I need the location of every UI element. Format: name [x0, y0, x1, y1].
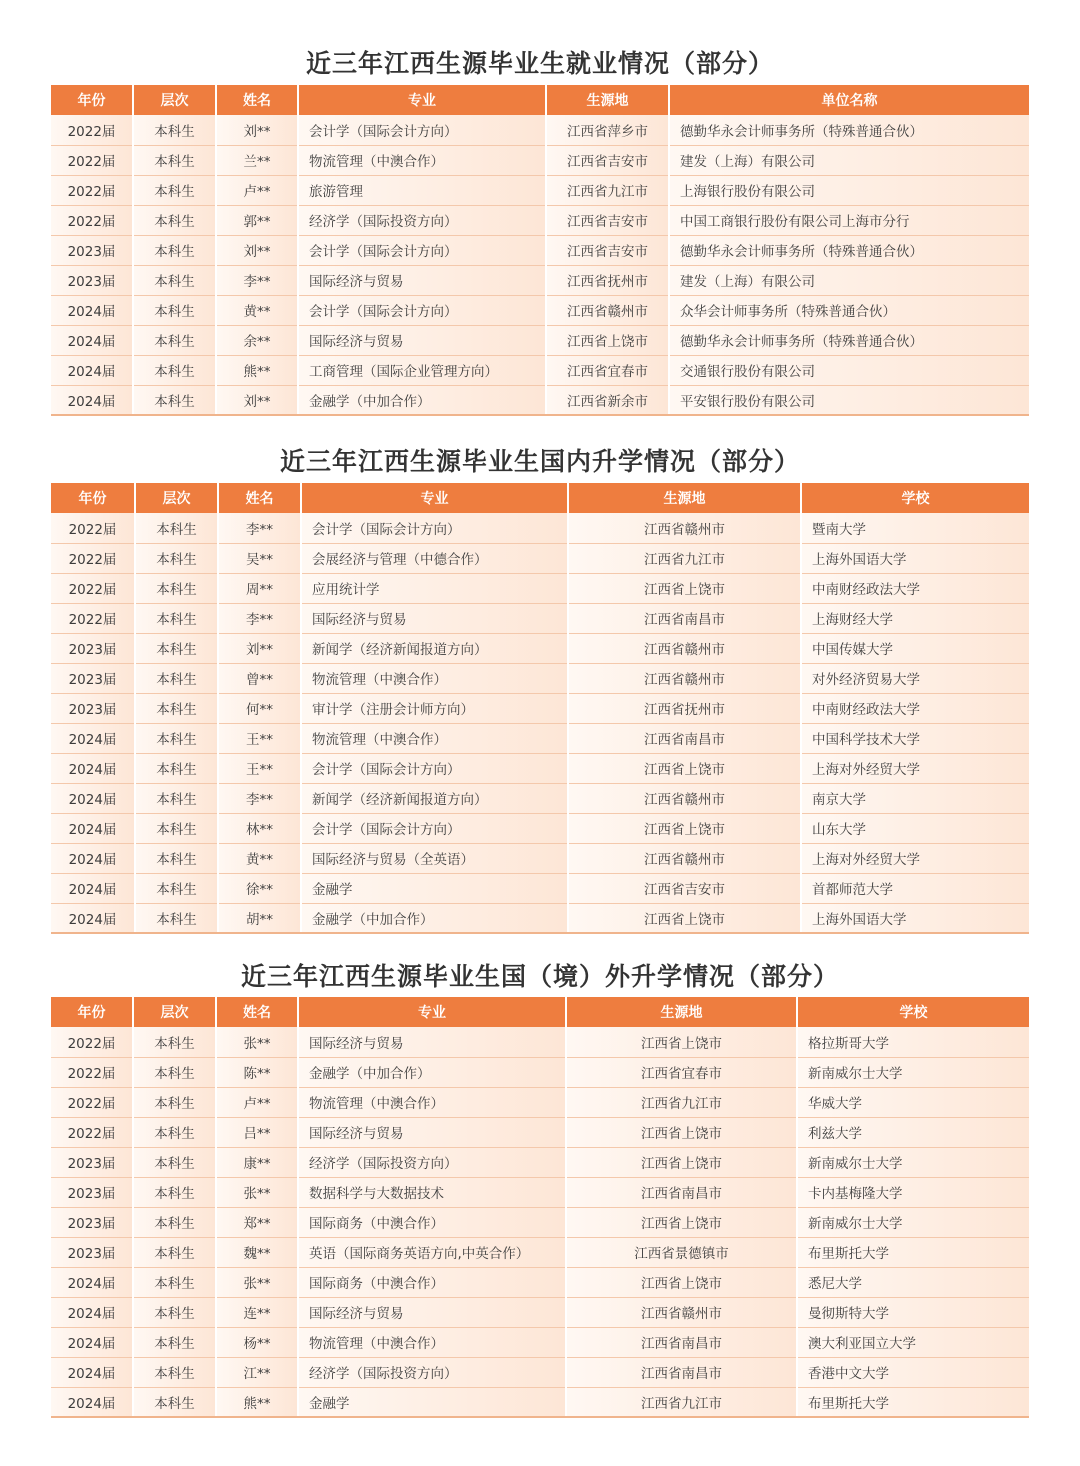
cell-name: 李**: [216, 265, 298, 295]
cell-year: 2023届: [51, 1177, 133, 1207]
employment-table-title: 近三年江西生源毕业生就业情况（部分）: [305, 49, 774, 78]
cell-level: 本科生: [133, 145, 216, 175]
cell-major: 工商管理（国际企业管理方向）: [298, 355, 546, 385]
table-row: [51, 1357, 1029, 1387]
cell-major: 国际经济与贸易: [298, 265, 546, 295]
cell-major: 旅游管理: [298, 175, 546, 205]
cell-level: 本科生: [133, 295, 216, 325]
cell-year: 2022届: [51, 1057, 133, 1087]
cell-origin: 江西省南昌市: [568, 603, 801, 633]
header-name: 姓名: [216, 997, 298, 1027]
cell-major: 会计学（国际会计方向）: [298, 295, 546, 325]
cell-level: 本科生: [133, 1177, 216, 1207]
cell-name: 曾**: [218, 663, 301, 693]
cell-level: 本科生: [133, 1147, 216, 1177]
table-row: [51, 663, 1029, 693]
cell-name: 刘**: [218, 633, 301, 663]
table-row: [51, 1177, 1029, 1207]
cell-name: 魏**: [216, 1237, 298, 1267]
cell-name: 黄**: [218, 843, 301, 873]
cell-origin: 江西省赣州市: [568, 783, 801, 813]
cell-level: 本科生: [135, 633, 218, 663]
cell-year: 2024届: [51, 385, 133, 415]
cell-level: 本科生: [133, 205, 216, 235]
employment-section: [0, 44, 1080, 84]
cell-origin: 江西省赣州市: [568, 633, 801, 663]
cell-level: 本科生: [135, 573, 218, 603]
cell-name: 郑**: [216, 1207, 298, 1237]
cell-org: 交通银行股份有限公司: [669, 355, 1029, 385]
cell-year: 2024届: [51, 843, 135, 873]
table-row: [51, 1387, 1029, 1417]
domestic-study-table: [51, 483, 1029, 934]
cell-level: 本科生: [135, 693, 218, 723]
cell-org: 建发（上海）有限公司: [669, 265, 1029, 295]
table-row: [51, 1057, 1029, 1087]
cell-major: 数据科学与大数据技术: [298, 1177, 566, 1207]
cell-name: 刘**: [216, 115, 298, 145]
cell-major: 国际经济与贸易: [298, 1297, 566, 1327]
table-row: [51, 1267, 1029, 1297]
table-row: [51, 205, 1029, 235]
table-row: [51, 385, 1029, 415]
cell-org: 华威大学: [797, 1087, 1029, 1117]
header-year: 年份: [51, 997, 133, 1027]
cell-level: 本科生: [133, 355, 216, 385]
cell-major: 新闻学（经济新闻报道方向）: [301, 633, 568, 663]
cell-major: 国际商务（中澳合作）: [298, 1267, 566, 1297]
cell-org: 新南威尔士大学: [797, 1057, 1029, 1087]
cell-year: 2024届: [51, 783, 135, 813]
cell-major: 经济学（国际投资方向）: [298, 1357, 566, 1387]
cell-org: 上海外国语大学: [801, 903, 1029, 933]
cell-year: 2022届: [51, 513, 135, 543]
cell-major: 应用统计学: [301, 573, 568, 603]
overseas-study-table-title: 近三年江西生源毕业生国（境）外升学情况（部分）: [240, 962, 839, 991]
cell-org: 德勤华永会计师事务所（特殊普通合伙）: [669, 235, 1029, 265]
table-row: [51, 723, 1029, 753]
cell-origin: 江西省上饶市: [568, 903, 801, 933]
domestic-study-table-title: 近三年江西生源毕业生国内升学情况（部分）: [279, 447, 800, 476]
cell-year: 2023届: [51, 1207, 133, 1237]
table-row: [51, 633, 1029, 663]
table-row: [51, 355, 1029, 385]
cell-org: 首都师范大学: [801, 873, 1029, 903]
cell-level: 本科生: [133, 1267, 216, 1297]
cell-year: 2024届: [51, 723, 135, 753]
cell-origin: 江西省上饶市: [566, 1207, 797, 1237]
cell-origin: 江西省赣州市: [568, 843, 801, 873]
cell-level: 本科生: [133, 115, 216, 145]
cell-level: 本科生: [135, 843, 218, 873]
cell-origin: 江西省上饶市: [566, 1267, 797, 1297]
cell-name: 余**: [216, 325, 298, 355]
table-row: [51, 1327, 1029, 1357]
cell-year: 2024届: [51, 813, 135, 843]
cell-name: 张**: [216, 1177, 298, 1207]
cell-year: 2024届: [51, 1267, 133, 1297]
cell-level: 本科生: [133, 1117, 216, 1147]
cell-major: 审计学（注册会计师方向）: [301, 693, 568, 723]
overseas-study-section: [0, 957, 1080, 997]
cell-level: 本科生: [133, 265, 216, 295]
table-row: [51, 513, 1029, 543]
cell-name: 卢**: [216, 1087, 298, 1117]
cell-year: 2023届: [51, 235, 133, 265]
cell-major: 金融学（中加合作）: [301, 903, 568, 933]
cell-origin: 江西省九江市: [566, 1087, 797, 1117]
cell-major: 金融学: [298, 1387, 566, 1417]
cell-name: 张**: [216, 1267, 298, 1297]
cell-level: 本科生: [135, 753, 218, 783]
header-org: 学校: [797, 997, 1029, 1027]
header-level: 层次: [133, 997, 216, 1027]
cell-origin: 江西省赣州市: [566, 1297, 797, 1327]
table-row: [51, 873, 1029, 903]
cell-major: 物流管理（中澳合作）: [301, 663, 568, 693]
cell-origin: 江西省九江市: [568, 543, 801, 573]
header-origin: 生源地: [546, 85, 669, 115]
overseas-study-table: [51, 997, 1029, 1418]
table-header-row: [51, 997, 1029, 1027]
cell-year: 2024届: [51, 355, 133, 385]
cell-major: 国际商务（中澳合作）: [298, 1207, 566, 1237]
cell-name: 李**: [218, 603, 301, 633]
cell-major: 国际经济与贸易: [298, 325, 546, 355]
cell-org: 德勤华永会计师事务所（特殊普通合伙）: [669, 115, 1029, 145]
cell-origin: 江西省九江市: [566, 1387, 797, 1417]
cell-major: 金融学（中加合作）: [298, 385, 546, 415]
cell-origin: 江西省吉安市: [546, 235, 669, 265]
table-row: [51, 573, 1029, 603]
employment-table: [51, 85, 1029, 416]
cell-major: 金融学（中加合作）: [298, 1057, 566, 1087]
cell-level: 本科生: [133, 325, 216, 355]
cell-org: 对外经济贸易大学: [801, 663, 1029, 693]
cell-org: 建发（上海）有限公司: [669, 145, 1029, 175]
table-row: [51, 295, 1029, 325]
cell-org: 悉尼大学: [797, 1267, 1029, 1297]
domestic-study-section: [0, 442, 1080, 482]
table-row: [51, 1117, 1029, 1147]
cell-name: 张**: [216, 1027, 298, 1057]
cell-origin: 江西省上饶市: [566, 1147, 797, 1177]
cell-year: 2024届: [51, 753, 135, 783]
cell-org: 中国传媒大学: [801, 633, 1029, 663]
cell-org: 卡内基梅隆大学: [797, 1177, 1029, 1207]
cell-org: 利兹大学: [797, 1117, 1029, 1147]
cell-org: 众华会计师事务所（特殊普通合伙）: [669, 295, 1029, 325]
table-row: [51, 1237, 1029, 1267]
table-row: [51, 265, 1029, 295]
cell-major: 经济学（国际投资方向）: [298, 205, 546, 235]
cell-major: 会计学（国际会计方向）: [298, 235, 546, 265]
table-row: [51, 145, 1029, 175]
header-org: 学校: [801, 483, 1029, 513]
cell-level: 本科生: [133, 1327, 216, 1357]
cell-name: 陈**: [216, 1057, 298, 1087]
cell-origin: 江西省上饶市: [568, 813, 801, 843]
cell-origin: 江西省南昌市: [568, 723, 801, 753]
table-row: [51, 1207, 1029, 1237]
cell-name: 王**: [218, 723, 301, 753]
cell-major: 物流管理（中澳合作）: [298, 1327, 566, 1357]
cell-name: 胡**: [218, 903, 301, 933]
table-row: [51, 1297, 1029, 1327]
header-level: 层次: [133, 85, 216, 115]
cell-year: 2023届: [51, 663, 135, 693]
cell-level: 本科生: [133, 1387, 216, 1417]
table-row: [51, 753, 1029, 783]
header-name: 姓名: [216, 85, 298, 115]
cell-year: 2022届: [51, 573, 135, 603]
cell-origin: 江西省吉安市: [568, 873, 801, 903]
cell-org: 上海外国语大学: [801, 543, 1029, 573]
cell-year: 2022届: [51, 145, 133, 175]
cell-origin: 江西省吉安市: [546, 145, 669, 175]
header-origin: 生源地: [568, 483, 801, 513]
header-name: 姓名: [218, 483, 301, 513]
table-row: [51, 175, 1029, 205]
cell-level: 本科生: [133, 1087, 216, 1117]
cell-origin: 江西省萍乡市: [546, 115, 669, 145]
table-row: [51, 115, 1029, 145]
cell-org: 中南财经政法大学: [801, 573, 1029, 603]
cell-org: 中国工商银行股份有限公司上海市分行: [669, 205, 1029, 235]
cell-org: 上海银行股份有限公司: [669, 175, 1029, 205]
header-major: 专业: [301, 483, 568, 513]
cell-year: 2022届: [51, 1087, 133, 1117]
cell-origin: 江西省吉安市: [546, 205, 669, 235]
header-major: 专业: [298, 997, 566, 1027]
cell-origin: 江西省赣州市: [568, 513, 801, 543]
cell-major: 国际经济与贸易: [298, 1027, 566, 1057]
cell-origin: 江西省南昌市: [566, 1357, 797, 1387]
cell-origin: 江西省新余市: [546, 385, 669, 415]
cell-org: 香港中文大学: [797, 1357, 1029, 1387]
cell-major: 英语（国际商务英语方向,中英合作）: [298, 1237, 566, 1267]
cell-year: 2024届: [51, 325, 133, 355]
cell-level: 本科生: [133, 1357, 216, 1387]
cell-origin: 江西省九江市: [546, 175, 669, 205]
cell-origin: 江西省上饶市: [546, 325, 669, 355]
cell-level: 本科生: [133, 1057, 216, 1087]
cell-major: 会计学（国际会计方向）: [301, 813, 568, 843]
cell-level: 本科生: [135, 813, 218, 843]
cell-major: 物流管理（中澳合作）: [301, 723, 568, 753]
table-row: [51, 543, 1029, 573]
cell-major: 会展经济与管理（中德合作）: [301, 543, 568, 573]
cell-level: 本科生: [135, 903, 218, 933]
cell-level: 本科生: [135, 873, 218, 903]
cell-name: 何**: [218, 693, 301, 723]
table-row: [51, 783, 1029, 813]
cell-level: 本科生: [133, 1237, 216, 1267]
cell-origin: 江西省上饶市: [566, 1027, 797, 1057]
cell-level: 本科生: [133, 385, 216, 415]
cell-org: 新南威尔士大学: [797, 1147, 1029, 1177]
table-header-row: [51, 85, 1029, 115]
cell-name: 熊**: [216, 1387, 298, 1417]
cell-year: 2022届: [51, 1027, 133, 1057]
cell-origin: 江西省抚州市: [568, 693, 801, 723]
cell-name: 刘**: [216, 235, 298, 265]
cell-org: 澳大利亚国立大学: [797, 1327, 1029, 1357]
cell-origin: 江西省南昌市: [566, 1177, 797, 1207]
cell-origin: 江西省上饶市: [568, 573, 801, 603]
cell-major: 物流管理（中澳合作）: [298, 1087, 566, 1117]
cell-name: 连**: [216, 1297, 298, 1327]
cell-name: 黄**: [216, 295, 298, 325]
cell-name: 李**: [218, 783, 301, 813]
cell-name: 江**: [216, 1357, 298, 1387]
cell-org: 布里斯托大学: [797, 1237, 1029, 1267]
cell-org: 山东大学: [801, 813, 1029, 843]
header-year: 年份: [51, 85, 133, 115]
cell-org: 德勤华永会计师事务所（特殊普通合伙）: [669, 325, 1029, 355]
cell-org: 上海对外经贸大学: [801, 753, 1029, 783]
cell-major: 国际经济与贸易（全英语）: [301, 843, 568, 873]
cell-org: 南京大学: [801, 783, 1029, 813]
cell-name: 卢**: [216, 175, 298, 205]
cell-level: 本科生: [133, 1027, 216, 1057]
cell-year: 2024届: [51, 873, 135, 903]
cell-origin: 江西省抚州市: [546, 265, 669, 295]
header-org: 单位名称: [669, 85, 1029, 115]
cell-name: 杨**: [216, 1327, 298, 1357]
cell-name: 吕**: [216, 1117, 298, 1147]
cell-major: 金融学: [301, 873, 568, 903]
table-row: [51, 603, 1029, 633]
cell-name: 康**: [216, 1147, 298, 1177]
cell-major: 国际经济与贸易: [298, 1117, 566, 1147]
table-row: [51, 903, 1029, 933]
table-row: [51, 235, 1029, 265]
cell-org: 格拉斯哥大学: [797, 1027, 1029, 1057]
header-origin: 生源地: [566, 997, 797, 1027]
cell-level: 本科生: [135, 543, 218, 573]
cell-year: 2023届: [51, 1237, 133, 1267]
cell-org: 布里斯托大学: [797, 1387, 1029, 1417]
cell-level: 本科生: [135, 723, 218, 753]
cell-year: 2024届: [51, 903, 135, 933]
cell-year: 2022届: [51, 543, 135, 573]
cell-year: 2023届: [51, 1147, 133, 1177]
cell-origin: 江西省南昌市: [566, 1327, 797, 1357]
cell-level: 本科生: [135, 783, 218, 813]
table-row: [51, 1147, 1029, 1177]
cell-year: 2022届: [51, 175, 133, 205]
cell-year: 2022届: [51, 205, 133, 235]
cell-name: 郭**: [216, 205, 298, 235]
cell-major: 会计学（国际会计方向）: [301, 753, 568, 783]
cell-major: 物流管理（中澳合作）: [298, 145, 546, 175]
cell-name: 王**: [218, 753, 301, 783]
cell-year: 2022届: [51, 115, 133, 145]
table-row: [51, 813, 1029, 843]
cell-major: 经济学（国际投资方向）: [298, 1147, 566, 1177]
cell-name: 林**: [218, 813, 301, 843]
cell-org: 暨南大学: [801, 513, 1029, 543]
cell-name: 周**: [218, 573, 301, 603]
table-row: [51, 1087, 1029, 1117]
cell-major: 新闻学（经济新闻报道方向）: [301, 783, 568, 813]
cell-name: 徐**: [218, 873, 301, 903]
cell-name: 熊**: [216, 355, 298, 385]
header-level: 层次: [135, 483, 218, 513]
cell-origin: 江西省宜春市: [566, 1057, 797, 1087]
table-row: [51, 325, 1029, 355]
cell-year: 2024届: [51, 1297, 133, 1327]
cell-name: 李**: [218, 513, 301, 543]
cell-level: 本科生: [133, 1207, 216, 1237]
cell-year: 2024届: [51, 295, 133, 325]
cell-level: 本科生: [135, 603, 218, 633]
cell-name: 吴**: [218, 543, 301, 573]
cell-year: 2023届: [51, 633, 135, 663]
cell-year: 2024届: [51, 1327, 133, 1357]
cell-origin: 江西省赣州市: [568, 663, 801, 693]
cell-year: 2024届: [51, 1357, 133, 1387]
table-header-row: [51, 483, 1029, 513]
cell-level: 本科生: [133, 1297, 216, 1327]
cell-level: 本科生: [133, 235, 216, 265]
cell-major: 会计学（国际会计方向）: [298, 115, 546, 145]
cell-origin: 江西省上饶市: [568, 753, 801, 783]
cell-name: 刘**: [216, 385, 298, 415]
cell-origin: 江西省宜春市: [546, 355, 669, 385]
cell-name: 兰**: [216, 145, 298, 175]
cell-year: 2024届: [51, 1387, 133, 1417]
cell-origin: 江西省赣州市: [546, 295, 669, 325]
cell-level: 本科生: [135, 513, 218, 543]
cell-origin: 江西省上饶市: [566, 1117, 797, 1147]
header-major: 专业: [298, 85, 546, 115]
table-row: [51, 1027, 1029, 1057]
cell-major: 国际经济与贸易: [301, 603, 568, 633]
cell-major: 会计学（国际会计方向）: [301, 513, 568, 543]
cell-year: 2022届: [51, 603, 135, 633]
table-row: [51, 693, 1029, 723]
cell-year: 2022届: [51, 1117, 133, 1147]
cell-origin: 江西省景德镇市: [566, 1237, 797, 1267]
cell-org: 新南威尔士大学: [797, 1207, 1029, 1237]
cell-level: 本科生: [135, 663, 218, 693]
cell-org: 曼彻斯特大学: [797, 1297, 1029, 1327]
cell-level: 本科生: [133, 175, 216, 205]
header-year: 年份: [51, 483, 135, 513]
cell-org: 中国科学技术大学: [801, 723, 1029, 753]
cell-org: 平安银行股份有限公司: [669, 385, 1029, 415]
cell-org: 上海对外经贸大学: [801, 843, 1029, 873]
cell-year: 2023届: [51, 693, 135, 723]
cell-year: 2023届: [51, 265, 133, 295]
cell-org: 上海财经大学: [801, 603, 1029, 633]
table-row: [51, 843, 1029, 873]
cell-org: 中南财经政法大学: [801, 693, 1029, 723]
